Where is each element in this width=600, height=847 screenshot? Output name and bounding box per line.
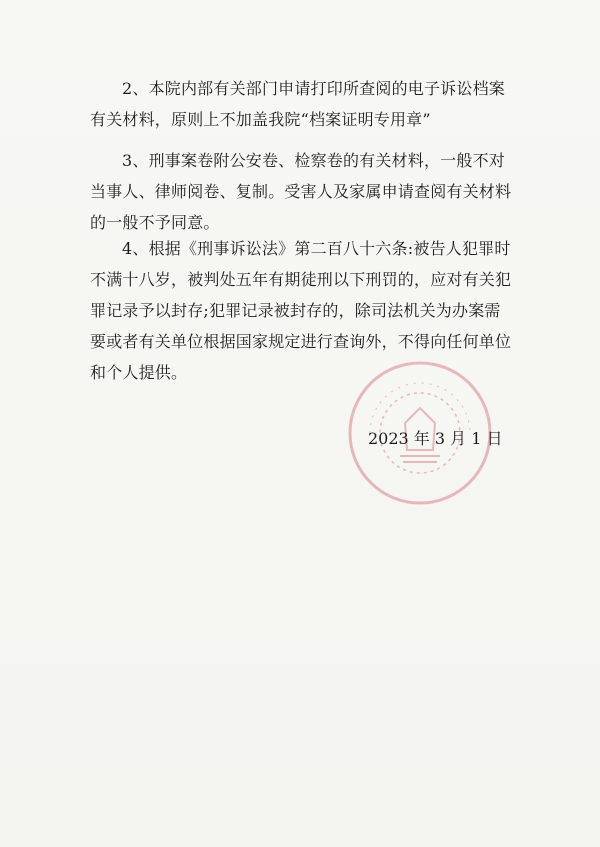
paragraph-line: 2、本院内部有关部门申请打印所查阅的电子诉讼档案 — [122, 79, 505, 98]
paragraph-line: 要或者有关单位根据国家规定进行查询外，不得向任何单位 — [90, 332, 512, 351]
paragraph-line: 和个人提供。 — [90, 363, 188, 382]
paragraph-line: 罪记录予以封存;犯罪记录被封存的，除司法机关为办案需 — [90, 301, 501, 320]
paragraph-item-3 — [90, 145, 515, 238]
paragraph-line: 不满十八岁，被判处五年有期徒刑以下刑罚的，应对有关犯 — [90, 270, 512, 289]
paragraph-line: 当事人、律师阅卷、复制。受害人及家属申请查阅有关材料 — [90, 182, 512, 201]
paragraph-item-2 — [90, 73, 515, 135]
paragraph-line: 的一般不予同意。 — [90, 213, 220, 232]
document-date: 2023 年 3 月 1 日 — [368, 429, 503, 448]
paragraph-line: 4、根据《刑事诉讼法》第二百八十六条:被告人犯罪时 — [122, 239, 511, 258]
paragraph-line: 有关材料，原则上不加盖我院“档案证明专用章” — [90, 110, 431, 129]
paragraph-line: 3、刑事案卷附公安卷、检察卷的有关材料，一般不对 — [122, 151, 505, 170]
